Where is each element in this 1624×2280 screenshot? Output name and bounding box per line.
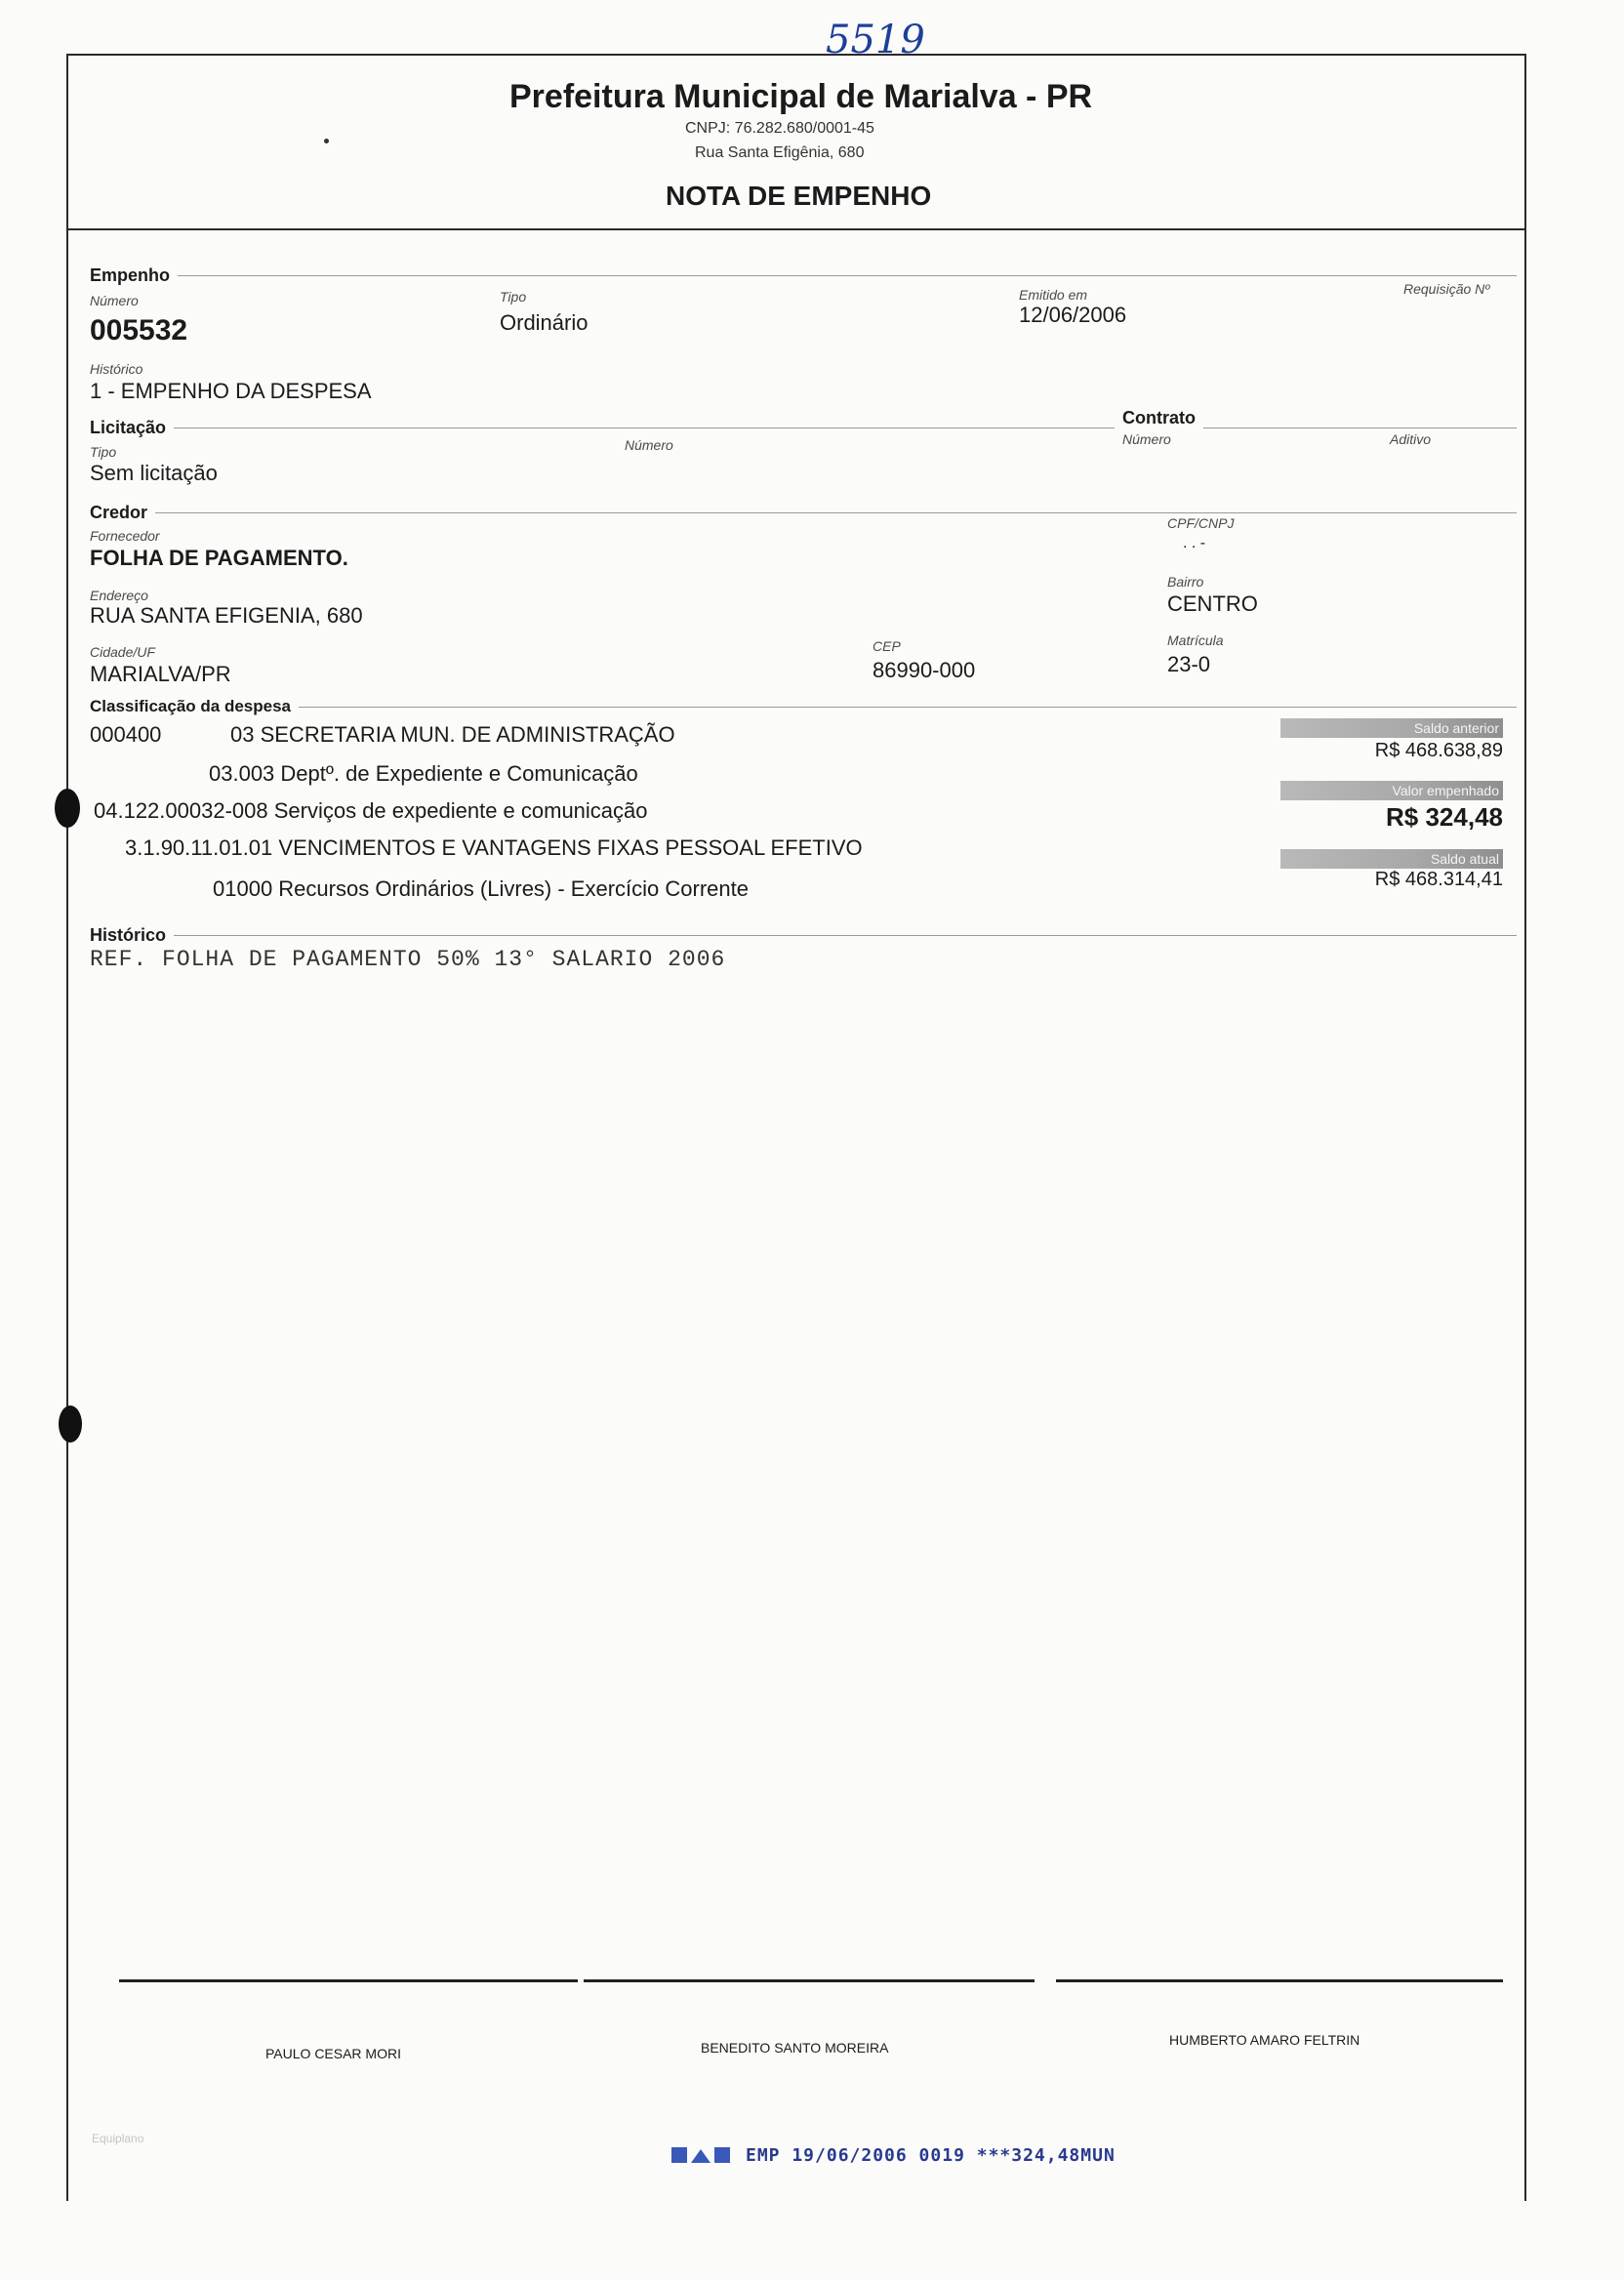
saldo-atual-value: R$ 468.314,41 [1374,869,1503,890]
cpf-label: CPF/CNPJ [1167,515,1235,531]
saldo-atual-label: Saldo atual [1280,849,1503,869]
empenho-historico: 1 - EMPENHO DA DESPESA [90,379,372,403]
empenho-tipo: Ordinário [500,310,589,335]
empenho-tipo-label: Tipo [500,289,527,305]
signature-name-2: BENEDITO SANTO MOREIRA [701,2040,889,2056]
credor-divider [90,512,1517,513]
classificacao-divider [90,707,1517,708]
contrato-section-title: Contrato [1115,408,1203,428]
valor-empenhado-value: R$ 324,48 [1386,802,1503,832]
emitido-label: Emitido em [1019,287,1088,303]
signature-line-3 [1056,1979,1503,1982]
signature-line-2 [584,1979,1035,1982]
handwritten-page-number: 5519 [826,18,925,62]
cidade-label: Cidade/UF [90,644,155,660]
emitido-date: 12/06/2006 [1019,303,1127,327]
bairro-value: CENTRO [1167,591,1258,616]
stamp-logo-icon [671,2145,730,2172]
orgao-code: 000400 [90,722,162,747]
licitacao-section-title: Licitação [90,418,174,438]
empenho-numero-label: Número [90,293,139,308]
empenho-divider [90,275,1517,276]
historico-section-title: Histórico [90,925,174,946]
requisicao-label: Requisição Nº [1403,281,1490,297]
orgao-name: 03 SECRETARIA MUN. DE ADMINISTRAÇÃO [230,722,675,747]
binder-hole-top [55,789,80,828]
funcional-programatica: 04.122.00032-008 Serviços de expediente e comunicação [94,798,648,823]
licitacao-tipo: Sem licitação [90,461,218,485]
cpf-value: . . - [1183,535,1206,551]
historico-text: REF. FOLHA DE PAGAMENTO 50% 13° SALARIO 2006 [90,947,726,972]
page-title: Prefeitura Municipal de Marialva - PR [509,78,1093,115]
fonte-recurso: 01000 Recursos Ordinários (Livres) - Exercício Corrente [213,876,749,901]
cnpj-text: CNPJ: 76.282.680/0001-45 [685,120,874,137]
valor-empenhado-label: Valor empenhado [1280,781,1503,800]
header-divider [66,228,1526,230]
protocol-stamp: EMP 19/06/2006 0019 ***324,48MUN [746,2145,1116,2166]
fornecedor-label: Fornecedor [90,528,160,544]
elemento-despesa: 3.1.90.11.01.01 VENCIMENTOS E VANTAGENS FIXAS PESSOAL EFETIVO [125,835,863,860]
licitacao-tipo-label: Tipo [90,444,117,460]
cep-value: 86990-000 [873,658,976,682]
empenho-section-title: Empenho [90,265,178,286]
signature-name-1: PAULO CESAR MORI [265,2046,401,2061]
document-title: NOTA DE EMPENHO [666,181,932,211]
endereco-label: Endereço [90,588,148,603]
address-text: Rua Santa Efigênia, 680 [695,144,865,161]
contrato-aditivo-label: Aditivo [1390,431,1432,447]
signature-name-3: HUMBERTO AMARO FELTRIN [1169,2032,1360,2048]
equiplano-watermark: Equiplano [92,2132,144,2145]
binder-hole-bottom [59,1405,82,1443]
document-frame [66,54,1526,2201]
saldo-anterior-label: Saldo anterior [1280,718,1503,738]
contrato-numero-label: Número [1122,431,1171,447]
bairro-label: Bairro [1167,574,1204,590]
fornecedor-value: FOLHA DE PAGAMENTO. [90,546,348,570]
empenho-numero: 005532 [90,314,188,346]
signature-line-1 [119,1979,578,1982]
classificacao-section-title: Classificação da despesa [90,697,299,716]
matricula-label: Matrícula [1167,632,1224,648]
historico-divider [90,935,1517,936]
matricula-value: 23-0 [1167,652,1211,676]
empenho-historico-label: Histórico [90,361,143,377]
scan-speck [324,139,329,143]
credor-section-title: Credor [90,503,155,523]
unidade-name: 03.003 Deptº. de Expediente e Comunicação [209,761,638,786]
cidade-value: MARIALVA/PR [90,662,231,686]
cep-label: CEP [873,638,901,654]
saldo-anterior-value: R$ 468.638,89 [1374,740,1503,761]
licitacao-numero-label: Número [625,437,673,453]
endereco-value: RUA SANTA EFIGENIA, 680 [90,603,363,628]
